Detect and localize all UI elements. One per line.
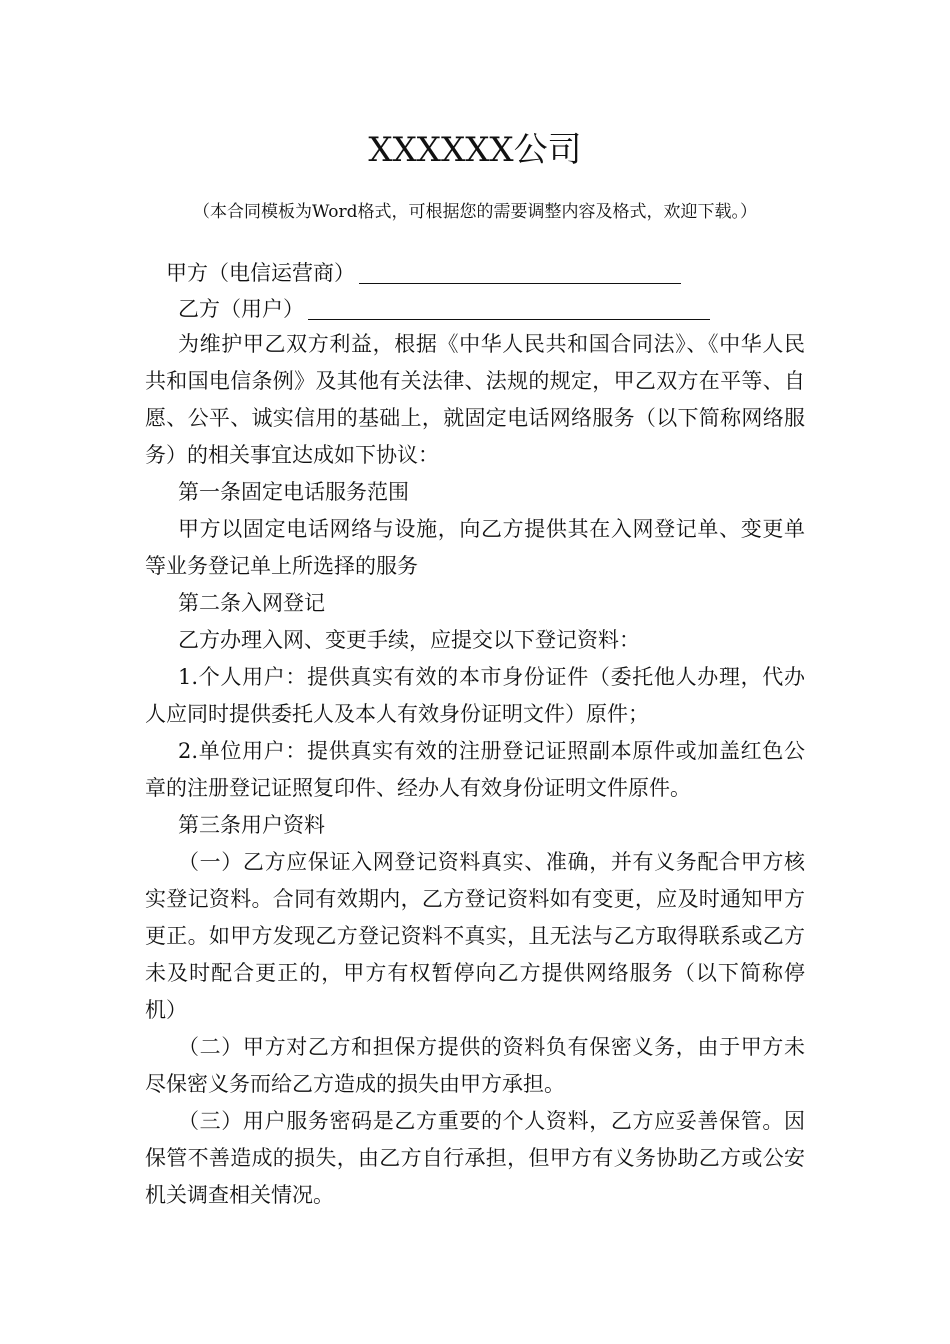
- party-b-line: [178, 294, 710, 324]
- article-3-clause-2: （二）甲方对乙方和担保方提供的资料负有保密义务，由于甲方未尽保密义务而给乙方造成的损失由甲方承担。: [145, 1035, 805, 1096]
- party-b-label: 乙方（用户）: [178, 297, 304, 321]
- article-2-item-1: 1.个人用户：提供真实有效的本市身份证件（委托他人办理，代办人应同时提供委托人及本人有效身份证明文件）原件；: [145, 665, 805, 726]
- party-b-blank: [308, 297, 710, 320]
- document-title: XXXXXX公司: [368, 130, 582, 170]
- party-a-line: [166, 258, 681, 288]
- article-3-clause-1: （一）乙方应保证入网登记资料真实、准确，并有义务配合甲方核实登记资料。合同有效期内，乙方登记资料如有变更，应及时通知甲方更正。如甲方发现乙方登记资料不真实，且无法与乙方取得联系或乙方未及时配合更正的，甲方有权暂停向乙方提供网络服务（以下简称停机）: [145, 850, 805, 1022]
- article-3-clause-3: （三）用户服务密码是乙方重要的个人资料，乙方应妥善保管。因保管不善造成的损失，由乙方自行承担，但甲方有义务协助乙方或公安机关调查相关情况。: [145, 1109, 805, 1207]
- article-2-paragraph: 乙方办理入网、变更手续，应提交以下登记资料：: [178, 628, 640, 652]
- article-3-heading: 第三条用户资料: [178, 813, 325, 837]
- party-a-label: 甲方（电信运营商）: [166, 261, 355, 285]
- article-1-heading: 第一条固定电话服务范围: [178, 480, 409, 504]
- party-a-blank: [359, 261, 681, 284]
- article-2-heading: 第二条入网登记: [178, 591, 325, 615]
- article-1-paragraph: 甲方以固定电话网络与设施，向乙方提供其在入网登记单、变更单等业务登记单上所选择的服务: [145, 517, 805, 578]
- contract-body: [145, 326, 805, 1214]
- preamble-paragraph: 为维护甲乙双方利益，根据《中华人民共和国合同法》、《中华人民共和国电信条例》及其他有关法律、法规的规定，甲乙双方在平等、自愿、公平、诚实信用的基础上，就固定电话网络服务（以下简称网络服务）的相关事宜达成如下协议：: [145, 332, 805, 467]
- article-2-item-2: 2.单位用户：提供真实有效的注册登记证照副本原件或加盖红色公章的注册登记证照复印件、经办人有效身份证明文件原件。: [145, 739, 805, 800]
- template-note: （本合同模板为Word格式，可根据您的需要调整内容及格式，欢迎下载。）: [192, 202, 758, 222]
